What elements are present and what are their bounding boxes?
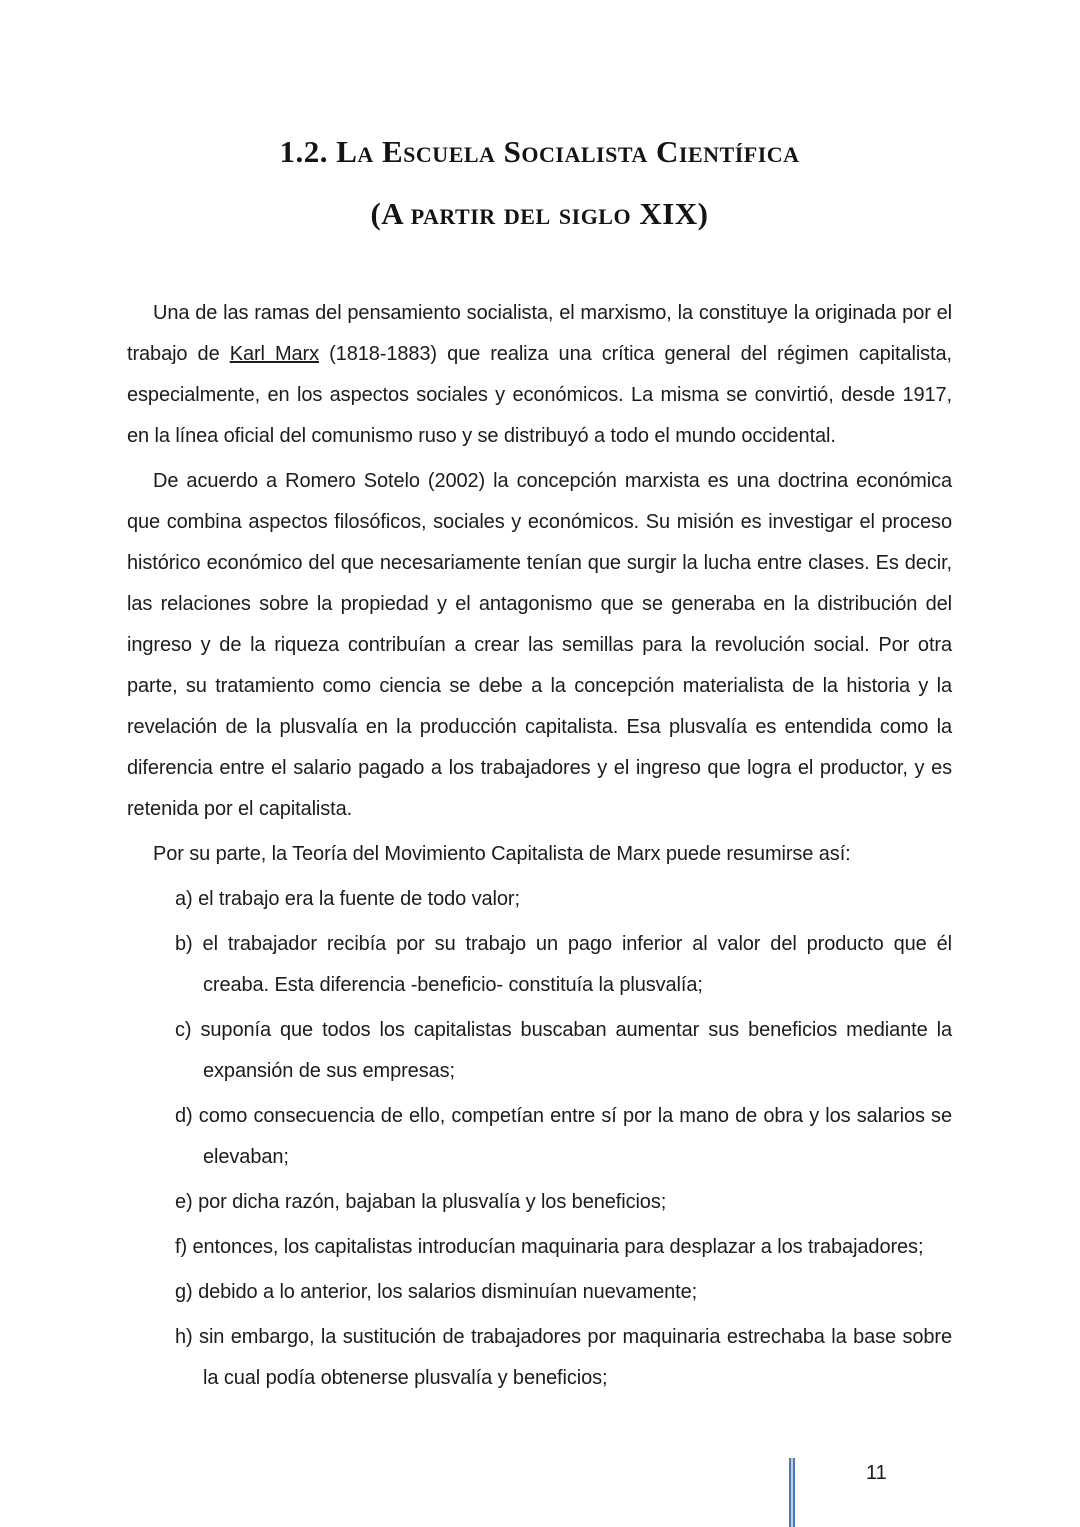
list-item-c bbox=[127, 1010, 952, 1092]
list-text-h: sin embargo, la sustitución de trabajadores por maquinaria estrechaba la base sobre la cual podía obtenerse plusvalía y beneficios; bbox=[199, 1326, 953, 1389]
list-item-d bbox=[127, 1096, 952, 1178]
list-marker-h: h) bbox=[175, 1326, 193, 1348]
paragraph-3: Por su parte, la Teoría del Movimiento Capitalista de Marx puede resumirse así: bbox=[153, 843, 851, 865]
lettered-list bbox=[127, 879, 952, 1399]
paragraph-2: De acuerdo a Romero Sotelo (2002) la concepción marxista es una doctrina económica que combina aspectos filosóficos, sociales y económicos. Su misión es investigar el proceso histórico económico del que necesariamente tenían que surgir la lucha entre clases. Es decir, las relaciones sobre la propiedad y el antagonismo que se generaba en la distribución del ingreso y de la riqueza contribuían a crear las semillas para la revolución social. Por otra parte, su tratamiento como ciencia se debe a la concepción materialista de la historia y la revelación de la plusvalía en la producción capitalista. Esa plusvalía es entendida como la diferencia entre el salario pagado a los trabajadores y el ingreso que logra el productor, y es retenida por el capitalista. bbox=[127, 470, 952, 820]
list-marker-e: e) bbox=[175, 1191, 193, 1213]
section-title-line-1: 1.2. La Escuela Socialista Científica bbox=[279, 134, 800, 169]
list-marker-g: g) bbox=[175, 1281, 193, 1303]
list-text-e: por dicha razón, bajaban la plusvalía y los beneficios; bbox=[198, 1191, 667, 1213]
section-title bbox=[127, 121, 952, 245]
list-marker-f: f) bbox=[175, 1236, 188, 1258]
list-marker-b: b) bbox=[175, 933, 193, 955]
paragraph-1-text-before: Una de las ramas del pensamiento socialista, el marxismo, la constituye la originada por el trabajo de bbox=[127, 302, 952, 365]
list-text-c: suponía que todos los capitalistas buscaban aumentar sus beneficios mediante la expansión de sus empresas; bbox=[200, 1019, 953, 1082]
list-item-e bbox=[127, 1182, 952, 1223]
list-marker-c: c) bbox=[175, 1019, 192, 1041]
paragraph-1-text-after: (1818-1883) que realiza una crítica general del régimen capitalista, especialmente, en los aspectos sociales y económicos. La misma se convirtió, desde 1917, en la línea oficial del comunismo ruso y se distribuyó a todo el mundo occidental. bbox=[127, 343, 952, 447]
list-text-b: el trabajador recibía por su trabajo un pago inferior al valor del producto que él creaba. Esta diferencia -beneficio- constituía la plusvalía; bbox=[202, 933, 952, 996]
list-item-b bbox=[127, 924, 952, 1006]
underlined-karl-marx: Karl Marx bbox=[229, 343, 320, 365]
list-text-f: entonces, los capitalistas introducían maquinaria para desplazar a los trabajadores; bbox=[192, 1236, 924, 1258]
footer-accent-line bbox=[789, 1458, 795, 1527]
section-title-line-2: (A partir del siglo XIX) bbox=[370, 196, 709, 231]
body-text bbox=[127, 293, 952, 1399]
list-item-f bbox=[127, 1227, 952, 1268]
list-marker-a: a) bbox=[175, 888, 193, 910]
page-number: 11 bbox=[866, 1462, 887, 1484]
paragraph-1 bbox=[127, 293, 952, 457]
list-item-h bbox=[127, 1317, 952, 1399]
list-text-d: como consecuencia de ello, competían entre sí por la mano de obra y los salarios se elevaban; bbox=[198, 1105, 952, 1168]
list-item-g bbox=[127, 1272, 952, 1313]
list-item-a bbox=[127, 879, 952, 920]
list-text-g: debido a lo anterior, los salarios disminuían nuevamente; bbox=[198, 1281, 698, 1303]
list-text-a: el trabajo era la fuente de todo valor; bbox=[198, 888, 520, 910]
list-marker-d: d) bbox=[175, 1105, 193, 1127]
page-content bbox=[127, 0, 952, 1403]
